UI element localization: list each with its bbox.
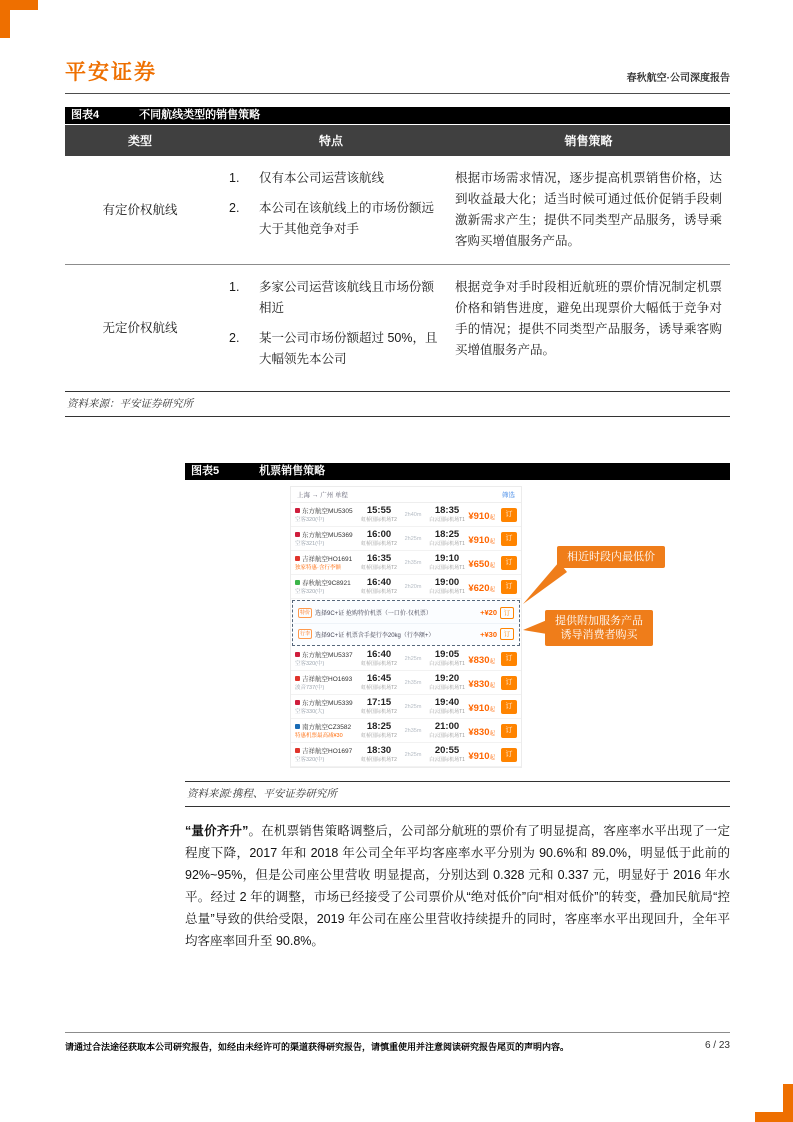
departure-time: 16:35 <box>366 552 392 564</box>
flight-row <box>291 647 521 671</box>
header-divider <box>65 93 730 94</box>
arrival-block <box>427 650 467 668</box>
arrival-time: 18:25 <box>434 528 460 540</box>
price: ¥910 <box>468 510 490 522</box>
arrival-time: 19:20 <box>434 672 460 684</box>
feature-text: 本公司在该航线上的市场份额远大于其他竞争对手 <box>259 201 435 236</box>
airline-name-text: 吉祥航空HO1697 <box>302 748 353 755</box>
departure-airport: 虹桥国际机场T2 <box>361 517 397 524</box>
airline-block <box>295 722 359 739</box>
price-suffix: 起 <box>489 730 495 737</box>
addon-tag: 特价 <box>300 609 311 616</box>
price: ¥830 <box>468 678 490 690</box>
flight-duration: 2h35m <box>404 559 422 566</box>
airline-block <box>295 674 359 691</box>
route-label: 上海 → 广州 单程 <box>297 492 348 499</box>
departure-block <box>359 530 399 548</box>
flight-sub-info: 特惠机票最高减¥30 <box>295 733 343 739</box>
footer-disclaimer: 请通过合法途径获取本公司研究报告，如经由未经许可的渠道获得研究报告，请慎重使用并注意阅读研究报告尾页的声明内容。 <box>65 1042 570 1052</box>
airline-name <box>295 578 359 587</box>
figure4-tag: 图表4 <box>71 109 100 121</box>
page-content <box>65 0 730 952</box>
addon-label: 选择9C+证 机票含手提行李20kg（行李额+） <box>315 632 435 639</box>
arrival-airport: 白云国际机场T1 <box>429 733 465 740</box>
arrival-airport: 白云国际机场T1 <box>429 517 465 524</box>
airline-name <box>295 722 359 731</box>
book-button: 订 <box>501 508 517 522</box>
corner-accent-bottom-right <box>755 1084 793 1122</box>
book-button: 订 <box>501 532 517 546</box>
table-row <box>65 156 730 265</box>
price: ¥830 <box>468 654 490 666</box>
price-block <box>467 554 498 572</box>
figure5-section <box>185 463 730 807</box>
flight-rows-bottom <box>291 647 521 767</box>
flight-row <box>291 551 521 575</box>
col-header-features: 特点 <box>215 125 447 156</box>
departure-airport: 虹桥国际机场T2 <box>361 709 397 716</box>
book-button: 订 <box>501 556 517 570</box>
airline-logo-icon <box>295 652 300 657</box>
airline-logo-icon <box>295 580 300 585</box>
airline-name <box>295 746 359 755</box>
filter-label: 筛选 <box>502 492 515 499</box>
airline-block <box>295 578 359 595</box>
flight-sub-info: 空客330(大) <box>295 709 325 715</box>
col-header-strategy: 销售策略 <box>447 125 730 156</box>
price-suffix: 起 <box>489 658 495 665</box>
flight-row <box>291 719 521 743</box>
feature-item <box>229 168 439 189</box>
arrival-time: 20:55 <box>434 744 460 756</box>
cell-strategy <box>447 156 730 265</box>
departure-time: 16:00 <box>366 528 392 540</box>
figure5-title: 机票销售策略 <box>259 465 326 477</box>
flight-row <box>291 695 521 719</box>
airline-block <box>295 650 359 667</box>
departure-block <box>359 746 399 764</box>
flight-list-panel <box>290 486 522 768</box>
paragraph-lead: “量价齐升” <box>185 824 249 838</box>
departure-time: 16:40 <box>366 576 392 588</box>
cell-route-type: 无定价权航线 <box>65 265 215 392</box>
departure-time: 15:55 <box>366 504 392 516</box>
airline-name-text: 南方航空CZ3582 <box>302 724 352 731</box>
flight-duration: 2h35m <box>404 727 422 734</box>
price-block <box>467 530 498 548</box>
page-footer <box>65 1032 730 1053</box>
addon-tag: 行李 <box>300 631 311 637</box>
cell-features <box>215 265 447 392</box>
arrival-time: 18:35 <box>434 504 460 516</box>
arrival-airport: 白云国际机场T1 <box>429 541 465 548</box>
callout-addon-line1: 提供附加服务产品 <box>555 615 643 627</box>
flight-duration: 2h25m <box>404 655 422 662</box>
arrival-block <box>427 674 467 692</box>
feature-item <box>229 198 439 240</box>
airline-block <box>295 554 359 571</box>
price-suffix: 起 <box>489 514 495 521</box>
arrival-block <box>427 698 467 716</box>
addon-offer-box <box>292 600 520 646</box>
addon-book-button: 订 <box>500 628 514 640</box>
arrival-block <box>427 506 467 524</box>
price-suffix: 起 <box>489 538 495 545</box>
airline-name-text: 春秋航空9C8921 <box>302 580 351 587</box>
price-block <box>467 674 498 692</box>
price-suffix: 起 <box>489 562 495 569</box>
airline-name-text: 东方航空MU5369 <box>302 532 353 539</box>
airline-name <box>295 530 359 539</box>
departure-block <box>359 506 399 524</box>
flight-duration: 2h35m <box>404 679 422 686</box>
airline-name <box>295 506 359 515</box>
flight-sub-info: 空客320(中) <box>295 757 325 763</box>
flight-sub-info: 空客320(中) <box>295 517 325 523</box>
price-suffix: 起 <box>489 586 495 593</box>
departure-airport: 虹桥国际机场T2 <box>361 661 397 668</box>
flight-list-toolbar <box>291 487 521 503</box>
airline-name-text: 东方航空MU5305 <box>302 508 353 515</box>
pingan-securities-logo: 平安证券 <box>65 61 157 84</box>
departure-block <box>359 554 399 572</box>
callout-lowest-price <box>557 546 665 568</box>
departure-time: 16:45 <box>366 672 392 684</box>
figure5-screenshot <box>185 480 730 777</box>
price: ¥910 <box>468 534 490 546</box>
addon-price: +¥30 <box>480 629 497 639</box>
figure4-section <box>65 107 730 417</box>
feature-item <box>229 277 439 319</box>
price-suffix: 起 <box>489 706 495 713</box>
price: ¥830 <box>468 726 490 738</box>
feature-text: 某一公司市场份额超过 50%，且大幅领先本公司 <box>259 331 438 366</box>
book-button: 订 <box>501 700 517 714</box>
flight-row <box>291 743 521 767</box>
airline-logo-icon <box>295 532 300 537</box>
cell-features <box>215 156 447 265</box>
departure-airport: 虹桥国际机场T2 <box>361 589 397 596</box>
callout-addon-line2: 诱导消费者购买 <box>560 629 638 641</box>
figure5-source: 资料来源:携程、平安证券研究所 <box>185 781 730 807</box>
arrival-airport: 白云国际机场T1 <box>429 661 465 668</box>
callout-lowest-price-text: 相近时段内最低价 <box>567 551 655 563</box>
arrival-time: 19:00 <box>434 576 460 588</box>
arrival-time: 19:40 <box>434 696 460 708</box>
flight-sub-info: 波音737(中) <box>295 685 325 691</box>
figure5-tag: 图表5 <box>191 465 220 477</box>
departure-time: 18:25 <box>366 720 392 732</box>
flight-duration: 2h25m <box>404 535 422 542</box>
book-button: 订 <box>501 652 517 666</box>
arrival-block <box>427 554 467 572</box>
airline-name <box>295 554 359 563</box>
airline-block <box>295 698 359 715</box>
price: ¥910 <box>468 702 490 714</box>
flight-duration: 2h40m <box>404 511 422 518</box>
body-paragraph <box>185 820 730 952</box>
table-row <box>65 265 730 392</box>
departure-airport: 虹桥国际机场T2 <box>361 541 397 548</box>
departure-block <box>359 674 399 692</box>
airline-block <box>295 506 359 523</box>
price-block <box>467 650 498 668</box>
price-block <box>467 722 498 740</box>
price: ¥650 <box>468 558 490 570</box>
airline-logo-icon <box>295 724 300 729</box>
price-block <box>467 698 498 716</box>
airline-name <box>295 698 359 707</box>
airline-block <box>295 746 359 763</box>
price-suffix: 起 <box>489 754 495 761</box>
departure-airport: 虹桥国际机场T2 <box>361 565 397 572</box>
airline-logo-icon <box>295 556 300 561</box>
price-block <box>467 506 498 524</box>
arrival-block <box>427 746 467 764</box>
feature-text: 多家公司运营该航线且市场份额相近 <box>259 280 435 315</box>
flight-row <box>291 575 521 599</box>
addon-book-button: 订 <box>500 607 514 619</box>
figure4-titlebar <box>65 107 730 124</box>
price: ¥620 <box>468 582 490 594</box>
arrival-block <box>427 722 467 740</box>
airline-name-text: 东方航空MU5339 <box>302 700 353 707</box>
departure-airport: 虹桥国际机场T2 <box>361 733 397 740</box>
arrival-time: 19:05 <box>434 648 460 660</box>
corner-accent-top-left <box>0 0 38 38</box>
arrival-block <box>427 578 467 596</box>
figure5-titlebar <box>185 463 730 480</box>
page-header <box>65 0 730 86</box>
airline-name-text: 东方航空MU5337 <box>302 652 353 659</box>
flight-row <box>291 671 521 695</box>
arrival-airport: 白云国际机场T1 <box>429 565 465 572</box>
route-strategy-table <box>65 125 730 392</box>
book-button: 订 <box>501 724 517 738</box>
flight-duration: 2h25m <box>404 703 422 710</box>
feature-item <box>229 328 439 370</box>
airline-name <box>295 650 359 659</box>
price-block <box>467 746 498 764</box>
flight-rows-top <box>291 503 521 599</box>
flight-row <box>291 527 521 551</box>
strategy-text: 根据竞争对手时段相近航班的票价情况制定机票价格和销售进度，避免出现票价大幅低于竞争对手的情况；提供不同类型产品服务，诱导乘客购买增值服务产品。 <box>455 280 722 357</box>
arrival-airport: 白云国际机场T1 <box>429 757 465 764</box>
arrival-time: 21:00 <box>434 720 460 732</box>
cell-strategy <box>447 265 730 392</box>
book-button: 订 <box>501 748 517 762</box>
table-header-row <box>65 125 730 156</box>
airline-block <box>295 530 359 547</box>
arrival-time: 19:10 <box>434 552 460 564</box>
departure-block <box>359 722 399 740</box>
airline-logo-icon <box>295 700 300 705</box>
addon-price: +¥20 <box>480 608 497 617</box>
departure-time: 17:15 <box>366 696 392 708</box>
figure4-source: 资料来源：平安证券研究所 <box>65 392 730 417</box>
book-button: 订 <box>501 580 517 594</box>
flight-sub-info: 独家特惠·含行李额 <box>295 565 341 571</box>
arrival-block <box>427 530 467 548</box>
airline-name-text: 吉祥航空HO1693 <box>302 676 353 683</box>
figure4-title: 不同航线类型的销售策略 <box>139 109 261 121</box>
col-header-type: 类型 <box>65 125 215 156</box>
paragraph-body: 。在机票销售策略调整后，公司部分航班的票价有了明显提高，客座率水平出现了一定程度下降，2017 年和 2018 年公司全年平均客座率水平分别为 90.6%和 89.0%，明显低于此前的92%~95%，但是公司座公里营收 明显提高，分别达到 0.328 元和 0.337 元，明显好于 2016 年水平。经过 2 年的调整，市场已经接受了公司票价从“绝对低价”向“相对低价”的转变，叠加民航局“控总量”导致的供给受限，2019 年公司在座公里营收持续提升的同时，客座率水平出现回升，全年平均客座率回升至 90.8%。 <box>185 824 730 948</box>
airline-logo-icon <box>295 676 300 681</box>
flight-duration: 2h20m <box>404 583 422 590</box>
arrival-airport: 白云国际机场T1 <box>429 589 465 596</box>
flight-row <box>291 503 521 527</box>
flight-sub-info: 空客320(中) <box>295 589 325 595</box>
departure-time: 16:40 <box>366 648 392 660</box>
addon-row <box>294 623 518 644</box>
cell-route-type: 有定价权航线 <box>102 202 178 217</box>
callout-addon-services <box>545 610 653 646</box>
airline-name <box>295 674 359 683</box>
book-button: 订 <box>501 676 517 690</box>
departure-block <box>359 698 399 716</box>
departure-airport: 虹桥国际机场T2 <box>361 757 397 764</box>
price-block <box>467 578 498 596</box>
departure-block <box>359 650 399 668</box>
airline-logo-icon <box>295 748 300 753</box>
addon-label: 选择9C+证 抢购特价机票（一口价·仅机票） <box>315 611 432 617</box>
departure-time: 18:30 <box>366 744 392 756</box>
flight-sub-info: 空客321(中) <box>295 541 325 547</box>
page-number: 6 / 23 <box>704 1040 730 1051</box>
price: ¥910 <box>468 750 490 762</box>
flight-duration: 2h25m <box>404 751 422 758</box>
arrival-airport: 白云国际机场T1 <box>429 685 465 692</box>
addon-row <box>294 602 518 623</box>
report-label: 春秋航空·公司深度报告 <box>626 73 730 84</box>
flight-sub-info: 空客320(中) <box>295 661 325 667</box>
airline-logo-icon <box>295 508 300 513</box>
strategy-text: 根据市场需求情况，逐步提高机票销售价格，达到收益最大化；适当时候可通过低价促销手段刺激新需求产生；提供不同类型产品服务，诱导乘客购买增值服务产品。 <box>455 171 722 248</box>
departure-airport: 虹桥国际机场T2 <box>361 685 397 692</box>
airline-name-text: 吉祥航空HO1691 <box>302 556 353 563</box>
departure-block <box>359 578 399 596</box>
feature-text: 仅有本公司运营该航线 <box>259 171 385 185</box>
price-suffix: 起 <box>489 682 495 689</box>
arrival-airport: 白云国际机场T1 <box>429 709 465 716</box>
